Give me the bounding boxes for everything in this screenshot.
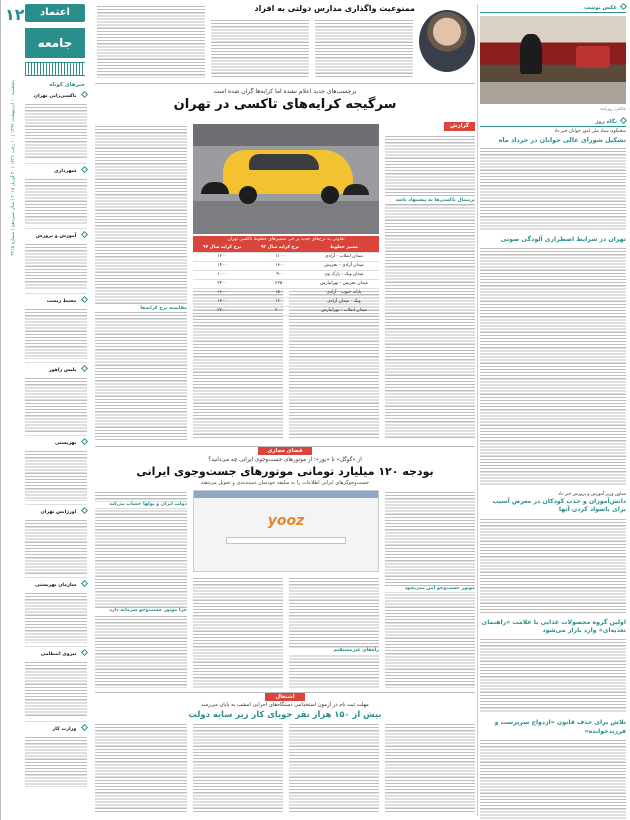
diamond-icon xyxy=(81,91,88,98)
story-3-byline: معاون وزیر آموزش و پرورش خبر داد xyxy=(558,491,626,497)
brief-item xyxy=(25,725,87,791)
story-2-text xyxy=(480,246,626,486)
briefs-heading: خبرهای کوتاه xyxy=(49,82,85,88)
section-title: جامعه xyxy=(25,28,85,58)
top-story-text-1 xyxy=(315,18,413,78)
internet-subhead-4: راه‌های غیرمستقیم xyxy=(289,648,379,654)
table-header: نرخ کرایه سال ۹۴ xyxy=(193,244,251,252)
internet-story-title: بودجه ۱۲۰ میلیارد تومانی موتورهای جست‌وجوی ایرانی xyxy=(136,464,434,478)
brief-item xyxy=(25,92,87,164)
table-header: مسیر خطوط xyxy=(309,244,379,252)
brief-item xyxy=(25,439,87,505)
main-story xyxy=(95,88,475,444)
table-row: میدان تجریش - تهرانپارس ۲۲۵۰ ۲۴۰۰ xyxy=(193,279,379,288)
story-2-title: تهران در شرایط اضطراری آلودگی صوتی xyxy=(500,235,626,243)
browser-bar xyxy=(194,491,378,498)
brief-title: پلیس راهور xyxy=(48,368,77,373)
brief-title: نیروی انتظامی xyxy=(40,652,77,657)
table-row: میدان آزادی - تجریش ۱۳۰۰ ۱۴۰۰ xyxy=(193,262,379,271)
search-box xyxy=(226,537,346,544)
daily-note-byline: سخنگوی ستاد ملی امور جوانان خبر داد xyxy=(554,128,626,134)
briefs-list xyxy=(25,92,87,812)
main-story-subhead-2: مقایسه نرخ کرایه‌ها xyxy=(95,306,187,312)
bottom-text-col-1 xyxy=(385,722,475,814)
right-divider xyxy=(477,4,478,816)
bottom-story-tag: اشتغال xyxy=(95,694,475,701)
table-header: نرخ کرایه سال ۹۳ xyxy=(251,244,309,252)
main-story-tag: گزارش xyxy=(444,122,475,131)
table-row: پایانه جنوب - آزادی ۱۵۰۰ ۱۶۰۰ xyxy=(193,288,379,297)
fare-table xyxy=(193,236,379,316)
brief-item xyxy=(25,650,87,722)
taxi-wheel xyxy=(239,186,257,204)
main-story-kicker: برچسب‌های جدید اعلام نشده اما کرایه‌ها گران شده است xyxy=(213,88,357,95)
diamond-icon xyxy=(81,724,88,731)
brief-text xyxy=(25,735,87,787)
internet-story xyxy=(95,448,475,690)
logo: اعتماد xyxy=(25,4,85,22)
table-row: میدان انقلاب - تهرانپارس ۲۰۰۰ ۲۲۰۰ xyxy=(193,306,379,315)
internet-subhead-2: چرا موتور جست‌وجو سرمایه دارد xyxy=(95,608,187,614)
brief-title: بهزیستی xyxy=(54,441,77,446)
diamond-icon xyxy=(81,231,88,238)
brief-text xyxy=(25,177,87,225)
photo-box-image xyxy=(480,16,626,104)
daily-note-label: نگاه روز xyxy=(480,118,626,127)
brief-item xyxy=(25,366,87,436)
table-header-row xyxy=(193,244,379,252)
taxi-window xyxy=(249,154,319,170)
main-story-text-col-4 xyxy=(95,124,187,440)
brief-text xyxy=(25,242,87,290)
top-story-portrait xyxy=(419,10,475,72)
story-3-title: دانش‌آموزان و جذب کودکان در معرض آسیب برای باسواد کردن آنها xyxy=(492,497,626,514)
brief-title: آموزش و پرورش xyxy=(35,234,77,239)
daily-note-title: تشکیل شورای عالی جوانان در خرداد ماه xyxy=(498,135,626,144)
brief-text xyxy=(25,307,87,359)
internet-subhead-3: موتور جست‌وجو امن نمی‌شود xyxy=(385,586,475,592)
diamond-icon xyxy=(81,438,88,445)
umbrella xyxy=(343,184,369,195)
brief-item xyxy=(25,581,87,647)
section-rule xyxy=(25,62,85,76)
main-story-title: سرگیجه کرایه‌های تاکسی در تهران xyxy=(173,97,397,113)
internet-text-col-3 xyxy=(193,576,283,688)
brief-text xyxy=(25,449,87,501)
internet-text-col-2 xyxy=(289,576,379,688)
diamond-icon xyxy=(620,3,627,10)
daily-note-text xyxy=(480,146,626,230)
internet-story-tag: فضای مجازی xyxy=(95,448,475,455)
date-line: پنجشنبه ۱۰ اردیبهشت ۱۳۹۴ | ۱۰ رجب ۱۴۳۶ | ۳۰ آوریل ۲۰۱۵ | سال سیزدهم | شماره ۳۲۱۵ xyxy=(11,80,16,256)
right-column xyxy=(480,4,626,816)
table-row: میدان ونک - پارک وی ۹۰۰ ۱۰۰۰ xyxy=(193,271,379,280)
internet-story-deck: جست‌وجوگرهای ایرانی اطلاعات را به سلیقه خودشان دسته‌بندی و تحویل می‌دهند xyxy=(200,479,370,486)
diamond-icon xyxy=(81,580,88,587)
table-row: ونک - میدان آزادی ۱۲۰۰ ۱۳۰۰ xyxy=(193,297,379,306)
bottom-text-col-3 xyxy=(193,722,283,814)
yooz-logo: yooz xyxy=(267,513,305,529)
internet-text-col-4 xyxy=(95,490,187,688)
brief-item xyxy=(25,508,87,578)
brief-title: وزارت کار xyxy=(52,727,77,732)
bottom-text-col-4 xyxy=(95,722,187,814)
fare-table-title: تفاوتی به نرخ‌های جدید بر خی مسیرهای خطوط تاکسی تهران xyxy=(193,236,379,244)
diamond-icon xyxy=(620,117,627,124)
brief-text xyxy=(25,660,87,718)
page-number: ۱۲ xyxy=(5,5,25,24)
brief-item xyxy=(25,232,87,294)
brief-title: تاکسی‌رانی تهران xyxy=(33,94,77,99)
masthead-strip xyxy=(0,0,90,820)
diamond-icon xyxy=(81,507,88,514)
bottom-story xyxy=(95,694,475,816)
story-5-text xyxy=(480,738,626,820)
brief-item xyxy=(25,167,87,229)
brief-title: سازمان بهزیستی xyxy=(35,583,77,588)
main-story-subhead-1: ترمینال تاکسی‌ها به پیشنهاد باشد xyxy=(385,198,475,204)
brief-text xyxy=(25,518,87,574)
diamond-icon xyxy=(81,296,88,303)
taxi-wheel xyxy=(321,186,339,204)
search-engine-screenshot xyxy=(193,490,379,572)
top-story xyxy=(95,4,475,84)
top-story-text-3 xyxy=(97,4,205,78)
diamond-icon xyxy=(81,166,88,173)
table-row: میدان انقلاب - آزادی ۱۱۰۰ ۱۲۰۰ xyxy=(193,253,379,262)
bottom-story-title: بیش از ۱۵۰ هزار نفر جویای کار زیر سایه دولت xyxy=(188,709,382,720)
photo-credit: عکاس: روزنامه xyxy=(600,106,626,112)
top-story-text-2 xyxy=(211,18,309,78)
brief-item xyxy=(25,297,87,363)
main-story-text-col-1 xyxy=(385,134,475,440)
diamond-icon xyxy=(81,365,88,372)
photo-box-label: عکس نوشت xyxy=(480,4,626,13)
bottom-story-kicker: مهلت ثبت نام در آزمون استخدامی دستگاه‌های اجرایی امشب به پایان می‌رسد xyxy=(201,702,369,709)
fare-table-grid xyxy=(193,244,379,316)
internet-story-kicker: از «گوگل» تا «یوز»؛ از موتورهای جست‌وجوی ایرانی چه می‌دانید؟ xyxy=(208,457,362,464)
top-story-title: ممنوعیت واگذاری مدارس دولتی به افراد xyxy=(254,4,415,13)
brief-title: شهرداری xyxy=(54,169,77,174)
internet-subhead-1: دولت ایران و پولها حساب می‌کند xyxy=(95,502,187,508)
bottom-text-col-2 xyxy=(289,722,379,814)
brief-text xyxy=(25,591,87,643)
brief-text xyxy=(25,376,87,432)
story-5-title: تلاش برای حذف قانون «ازدواج سرپرست و فرزندخوانده» xyxy=(494,719,626,735)
diamond-icon xyxy=(81,649,88,656)
taxi-photo xyxy=(193,124,379,234)
brief-title: اورژانس تهران xyxy=(40,510,77,515)
story-4-text xyxy=(480,637,626,713)
brief-text xyxy=(25,102,87,160)
brief-title: محیط زیست xyxy=(46,299,77,304)
story-4-title: اولین گروه محصولات غذایی با علامت «راهنمای تغذیه‌ای» وارد بازار می‌شود xyxy=(481,618,626,634)
story-3-text xyxy=(480,517,626,613)
